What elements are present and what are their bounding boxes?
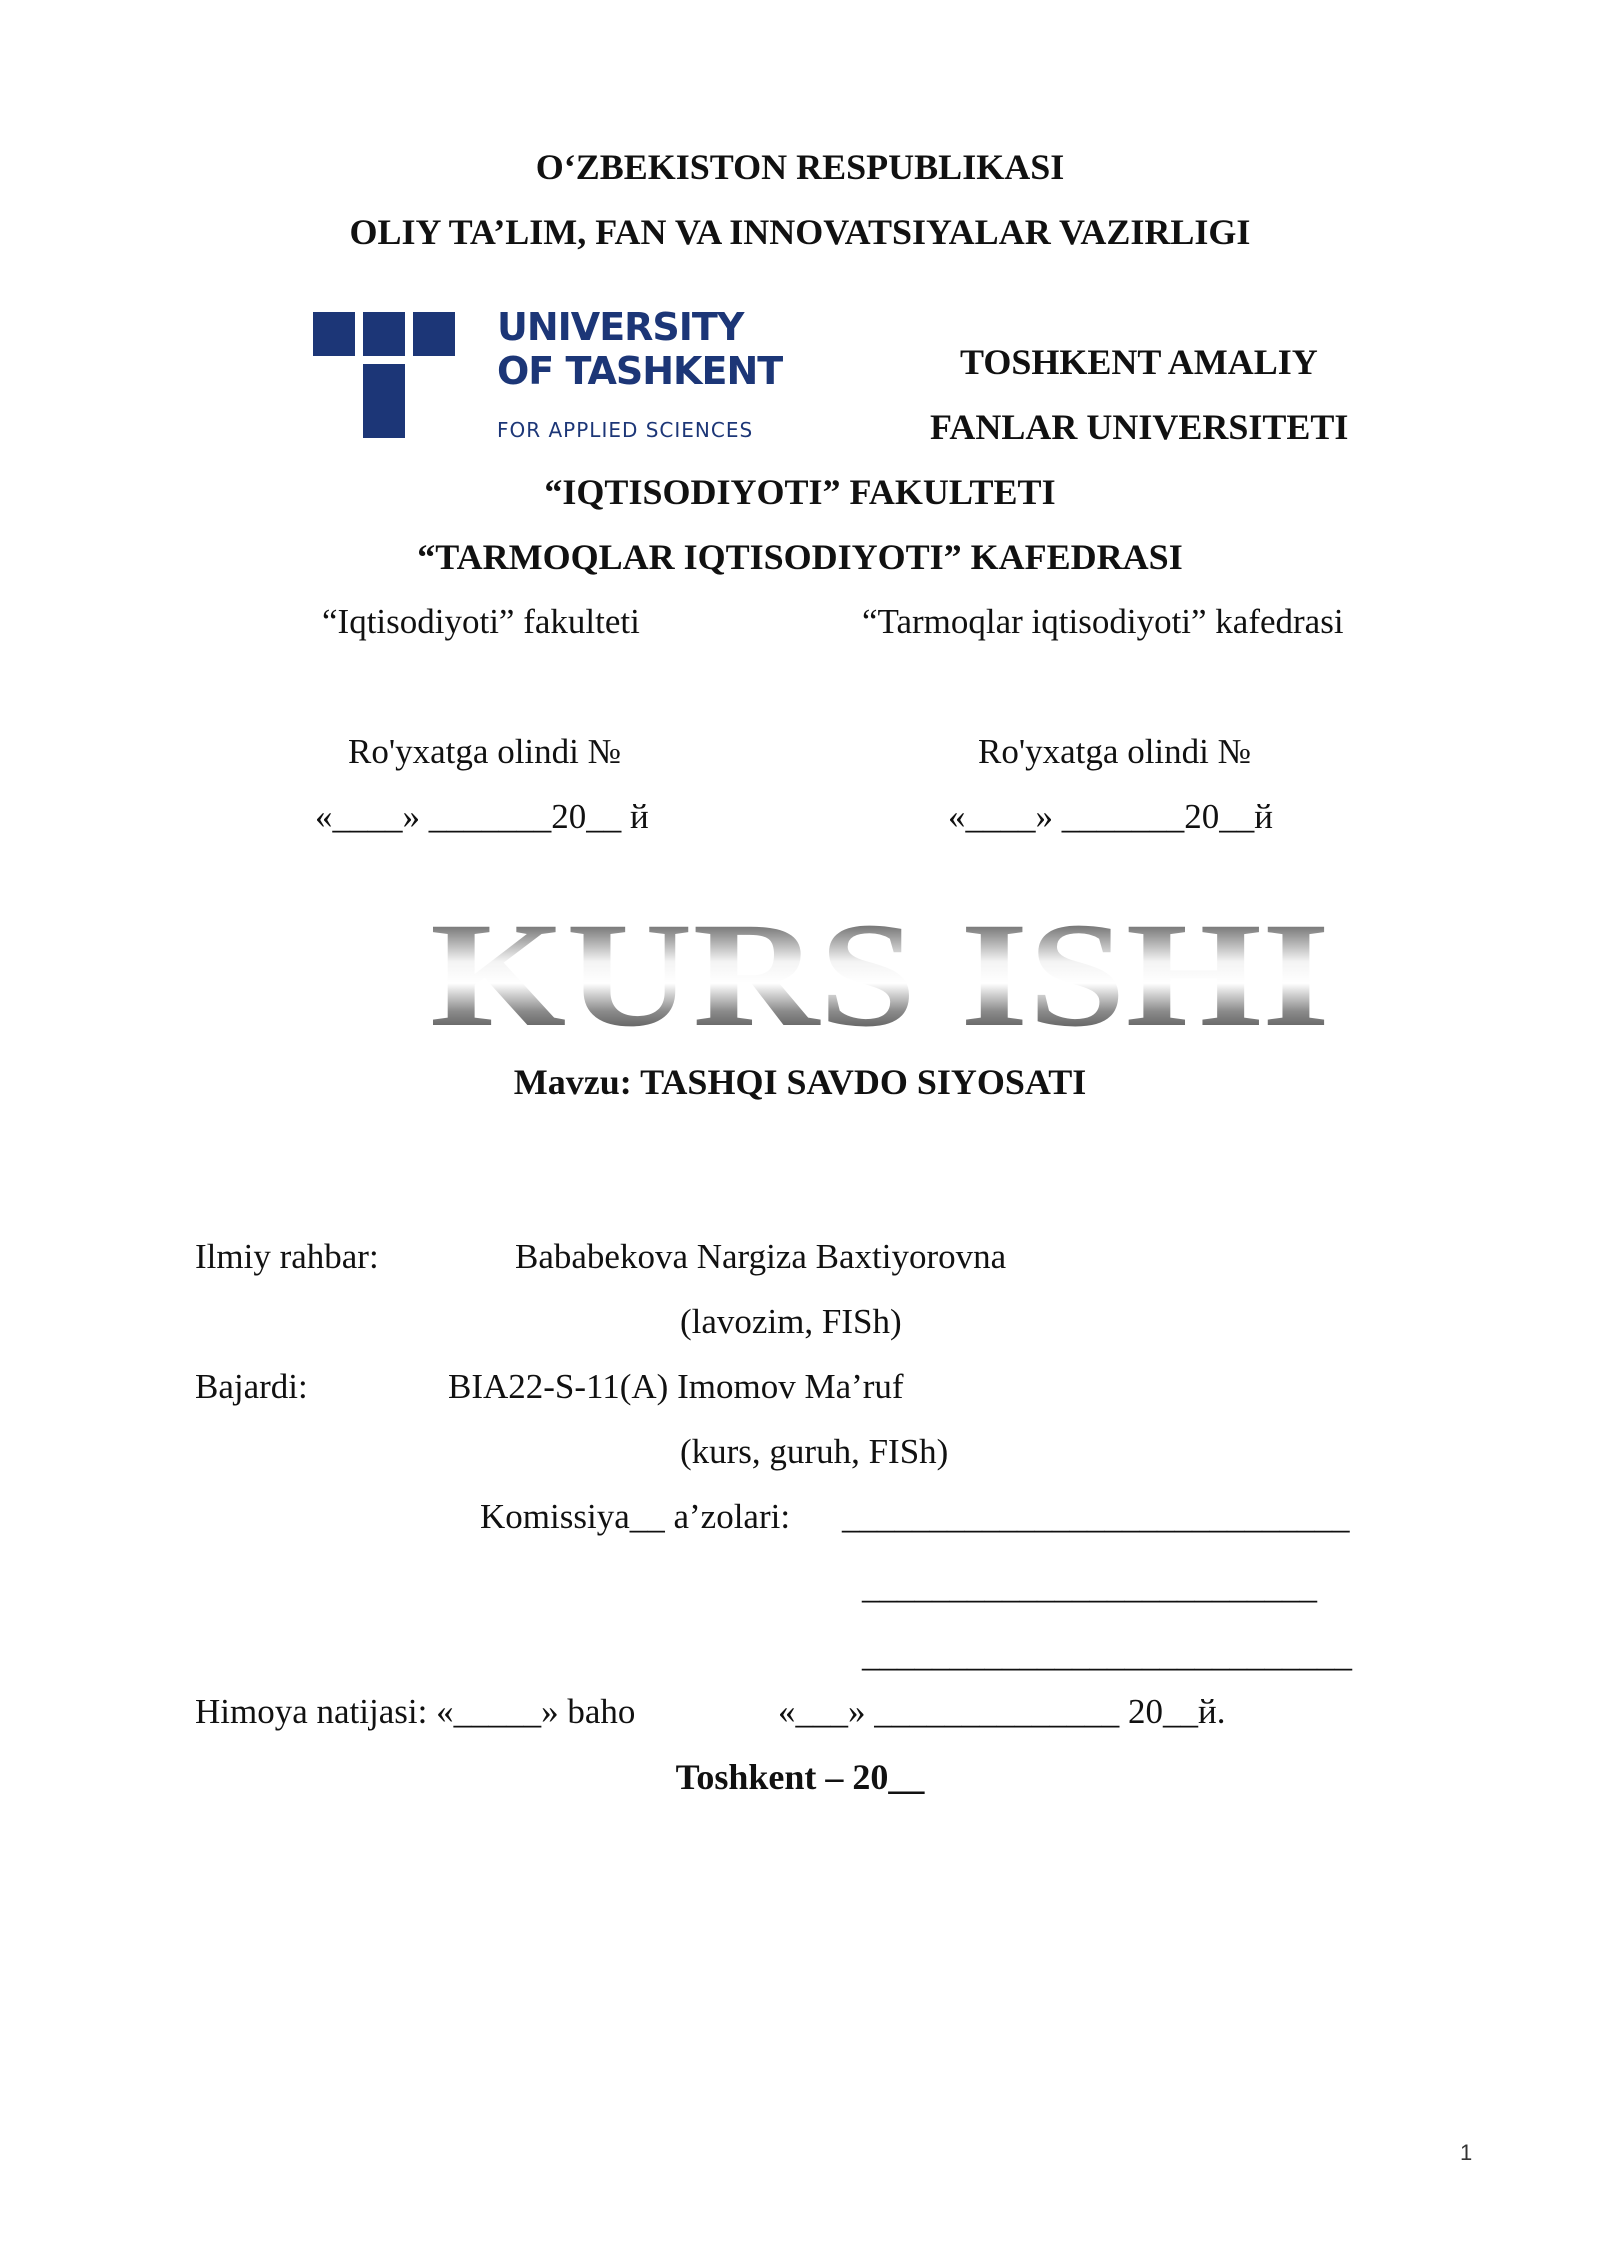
university-name-line1: TOSHKENT AMALIY <box>960 342 1318 382</box>
page-number: 1 <box>1460 2140 1473 2165</box>
performer-hint: (kurs, guruh, FISh) <box>680 1432 949 1471</box>
logo-text-tashkent: OF TASHKENT <box>497 349 783 393</box>
performer-label: Bajardi: <box>195 1367 308 1406</box>
course-work-title <box>420 900 1340 1050</box>
commission-line-2: __________________________ <box>862 1567 1317 1606</box>
defense-date: «___» ______________ 20__й. <box>778 1692 1226 1731</box>
footer-city: Toshkent – 20__ <box>675 1757 925 1797</box>
left-registered: Ro'yxatga olindi № <box>348 732 622 771</box>
right-unit: “Tarmoqlar iqtisodiyoti” kafedrasi <box>862 602 1344 641</box>
commission-line-1: _____________________________ <box>842 1497 1350 1536</box>
commission-line-3: ____________________________ <box>862 1635 1352 1674</box>
logo-text-applied-sciences: FOR APPLIED SCIENCES <box>497 418 754 442</box>
topic: Mavzu: TASHQI SAVDO SIYOSATI <box>513 1062 1087 1102</box>
left-unit: “Iqtisodiyoti” fakulteti <box>322 602 640 641</box>
ministry-name: OLIY TA’LIM, FAN VA INNOVATSIYALAR VAZIRLIGI <box>349 212 1251 252</box>
defense-result: Himoya natijasi: «_____» baho <box>195 1692 636 1731</box>
department-title: “TARMOQLAR IQTISODIYOTI” KAFEDRASI <box>417 537 1183 577</box>
supervisor-label: Ilmiy rahbar: <box>195 1237 379 1276</box>
logo-text-university: UNIVERSITY <box>497 305 744 349</box>
supervisor-name: Bababekova Nargiza Baxtiyorovna <box>515 1237 1007 1276</box>
commission-label: Komissiya__ a’zolari: <box>480 1497 791 1536</box>
ministry-country: O‘ZBEKISTON RESPUBLIKASI <box>535 147 1065 187</box>
right-registered: Ro'yxatga olindi № <box>978 732 1252 771</box>
university-name-line2: FANLAR UNIVERSITETI <box>930 407 1349 447</box>
right-date: «____» _______20__й <box>948 797 1273 836</box>
logo-mark-icon <box>313 312 455 438</box>
left-date: «____» _______20__ й <box>315 797 649 836</box>
course-work-title-text: KURS ISHI <box>430 900 1330 1050</box>
faculty-title: “IQTISODIYOTI” FAKULTETI <box>544 472 1056 512</box>
supervisor-hint: (lavozim, FISh) <box>680 1302 902 1341</box>
performer-value: BIA22-S-11(A) Imomov Ma’ruf <box>448 1367 904 1406</box>
